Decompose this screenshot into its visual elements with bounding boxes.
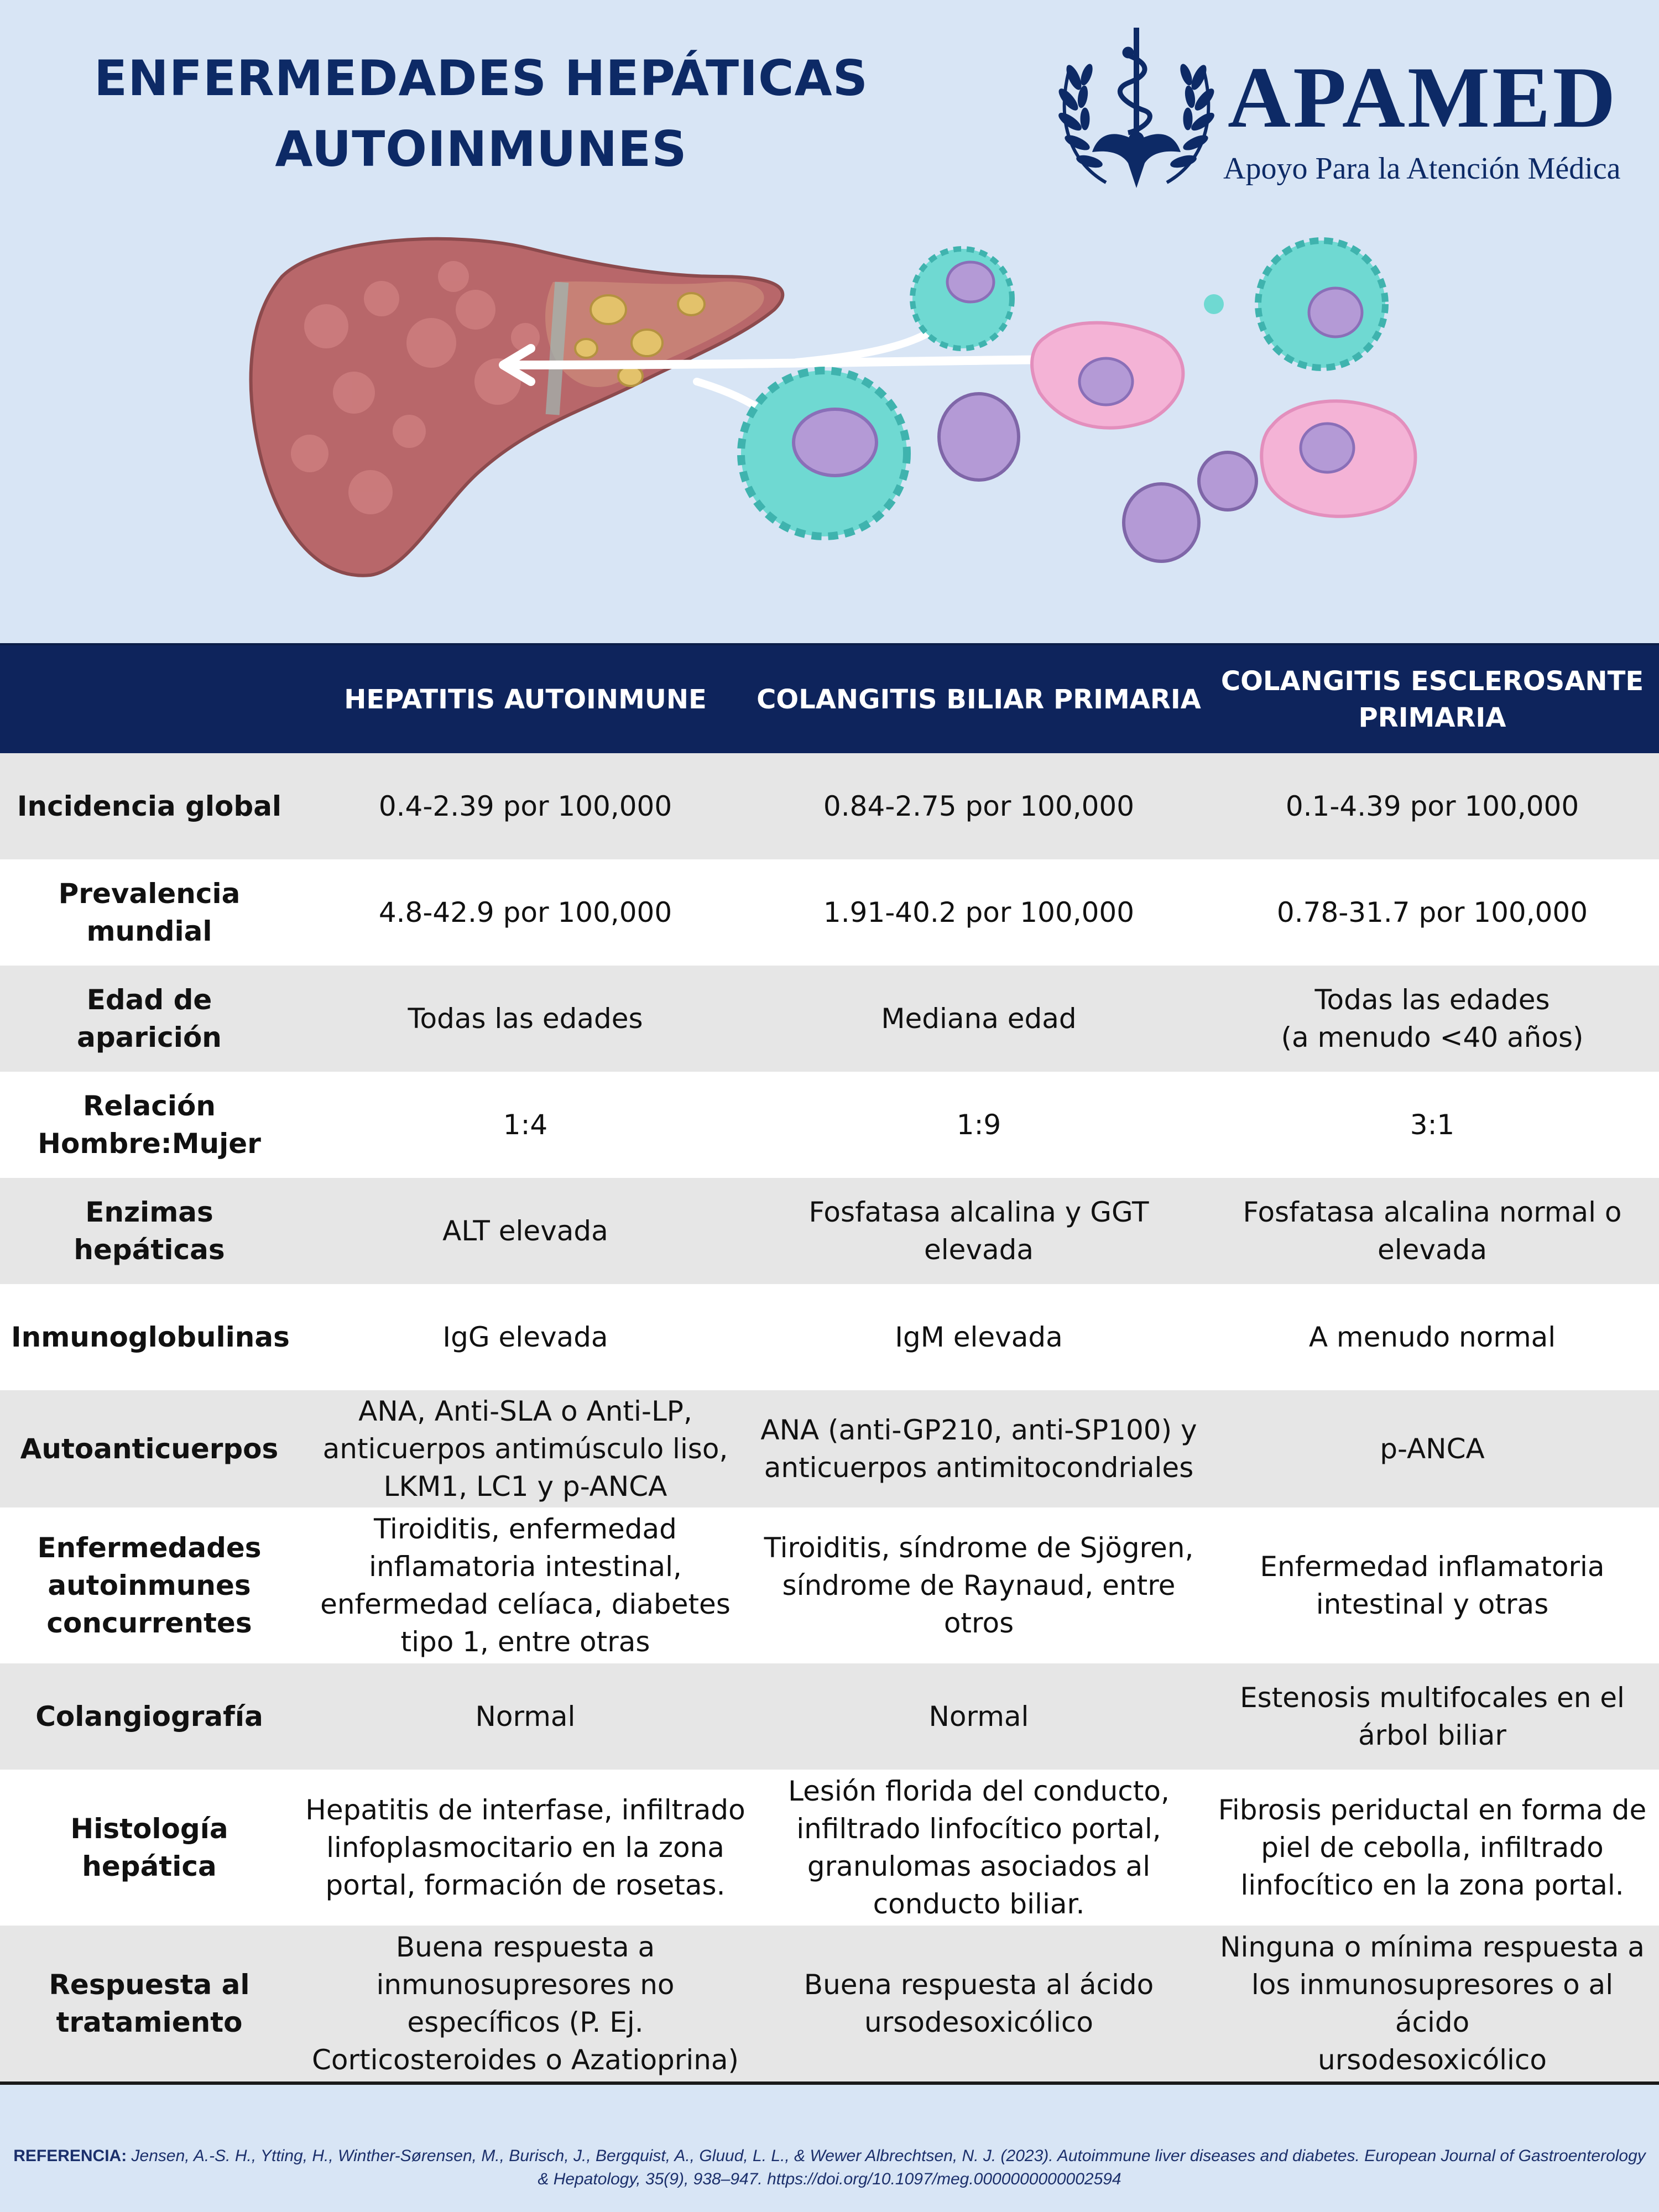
table-cell: 0.78-31.7 por 100,000 — [1276, 896, 1588, 928]
liver-immune-illustration — [243, 216, 1460, 597]
table-cell: Buena respuesta a inmunosupresores no específicos (P. Ej. Corticosteroides o Azatioprina) — [311, 1931, 739, 2076]
table-cell: Fibrosis periductal en forma de piel de cebolla, infiltrado linfocítico en la zona portal. — [1218, 1794, 1647, 1901]
table-row — [0, 753, 1659, 859]
logo-subtitle: Apoyo Para la Atención Médica — [1223, 152, 1621, 186]
reference-text: Jensen, A.-S. H., Ytting, H., Winther-Sørensen, M., Burisch, J., Bergquist, A., Gluud, L. L., & Wewer Albrechtsen, N. J. (2023). Autoimmune liver diseases and diabetes. European Journal of Gastroenterology & Hepatology, 35(9), 938–947. https://doi.org/10.1097/meg.0000000000002594 — [131, 2147, 1646, 2188]
row-label: Relación Hombre:Mujer — [38, 1090, 261, 1160]
table-cell: 1.91-40.2 por 100,000 — [823, 896, 1135, 928]
table-cell: Estenosis multifocales en el árbol biliar — [1240, 1682, 1625, 1751]
row-label: Edad de aparición — [77, 984, 222, 1053]
table-cell: Enfermedad inflamatoria intestinal y otras — [1260, 1551, 1605, 1620]
row-label: Enzimas hepáticas — [74, 1196, 225, 1266]
table-cell: 0.84-2.75 por 100,000 — [823, 790, 1135, 822]
title-line-1: ENFERMEDADES HEPÁTICAS — [93, 50, 869, 107]
table-cell: p-ANCA — [1380, 1433, 1485, 1465]
table-row — [0, 1072, 1659, 1178]
table-cell: Fosfatasa alcalina y GGT elevada — [808, 1196, 1149, 1266]
table-cell: 4.8-42.9 por 100,000 — [378, 896, 672, 928]
table-cell: Buena respuesta al ácido ursodesoxicólico — [804, 1969, 1154, 2038]
table-cell: 3:1 — [1410, 1109, 1455, 1141]
row-label: Autoanticuerpos — [20, 1433, 279, 1465]
row-label: Incidencia global — [17, 790, 282, 822]
table-cell: 0.1-4.39 por 100,000 — [1285, 790, 1579, 822]
row-label: Histología hepática — [70, 1813, 228, 1882]
table-row — [0, 1284, 1659, 1390]
liver-illustration — [251, 239, 783, 576]
table-cell: 1:4 — [503, 1109, 548, 1141]
table-row — [0, 966, 1659, 1072]
title-line-2: AUTOINMUNES — [275, 121, 687, 178]
reference-label: REFERENCIA: — [13, 2147, 127, 2165]
row-label: Respuesta al tratamiento — [49, 1969, 250, 2038]
table-cell: Tiroiditis, síndrome de Sjögren, síndrome de Raynaud, entre otros — [764, 1532, 1194, 1639]
table-row — [0, 1390, 1659, 1507]
row-label: Enfermedades autoinmunes concurrentes — [37, 1532, 262, 1639]
table-row — [0, 1178, 1659, 1284]
reference-note — [11, 2145, 1648, 2191]
header-hepatitis-autoinmune: HEPATITIS AUTOINMUNE — [344, 684, 707, 715]
row-label: Inmunoglobulinas — [11, 1321, 290, 1353]
table-row — [0, 1663, 1659, 1770]
table-cell: Normal — [928, 1700, 1029, 1733]
table-cell: Lesión florida del conducto, infiltrado linfocítico portal, granulomas asociados al conducto biliar. — [788, 1775, 1170, 1920]
apamed-logo — [1045, 22, 1631, 199]
table-cell: ANA, Anti-SLA o Anti-LP, anticuerpos antimúsculo liso, LKM1, LC1 y p-ANCA — [322, 1395, 728, 1503]
logo-name: APAMED — [1228, 49, 1618, 146]
table-cell: 1:9 — [956, 1109, 1001, 1141]
table-cell: Mediana edad — [881, 1003, 1077, 1035]
row-label: Prevalencia mundial — [58, 878, 241, 947]
table-header — [0, 643, 1659, 753]
immune-cell-illustration — [741, 241, 1415, 561]
table-cell: IgM elevada — [895, 1321, 1063, 1353]
table-cell: 0.4-2.39 por 100,000 — [378, 790, 672, 822]
table-cell: Ninguna o mínima respuesta a los inmunosupresores o al ácido ursodesoxicólico — [1220, 1931, 1645, 2076]
row-label: Colangiografía — [35, 1700, 263, 1733]
header-colangitis-esclerosante-primaria: COLANGITIS ESCLEROSANTE PRIMARIA — [1220, 665, 1644, 733]
eagle-caduceus-icon — [1045, 22, 1228, 199]
table-cell: A menudo normal — [1308, 1321, 1556, 1353]
table-bottom-rule — [0, 2081, 1659, 2085]
comparison-table — [0, 643, 1659, 2085]
table-row — [0, 1770, 1659, 1926]
table-cell: ANA (anti-GP210, anti-SP100) y anticuerpos antimitocondriales — [760, 1414, 1197, 1484]
table-cell: Todas las edades — [408, 1003, 643, 1035]
header-colangitis-biliar-primaria: COLANGITIS BILIAR PRIMARIA — [757, 684, 1201, 715]
table-cell: Tiroiditis, enfermedad inflamatoria intestinal, enfermedad celíaca, diabetes tipo 1, entre otras — [320, 1513, 731, 1658]
table-row — [0, 859, 1659, 966]
table-cell: Normal — [475, 1700, 576, 1733]
table-cell: Fosfatasa alcalina normal o elevada — [1243, 1196, 1622, 1266]
table-cell: ALT elevada — [442, 1215, 608, 1247]
table-row — [0, 1926, 1659, 2081]
table-cell: Todas las edades (a menudo <40 años) — [1281, 984, 1584, 1053]
table-cell: Hepatitis de interfase, infiltrado linfoplasmocitario en la zona portal, formación de rosetas. — [305, 1794, 745, 1901]
page-title — [88, 43, 874, 185]
table-cell: IgG elevada — [442, 1321, 608, 1353]
table-row — [0, 1507, 1659, 1663]
